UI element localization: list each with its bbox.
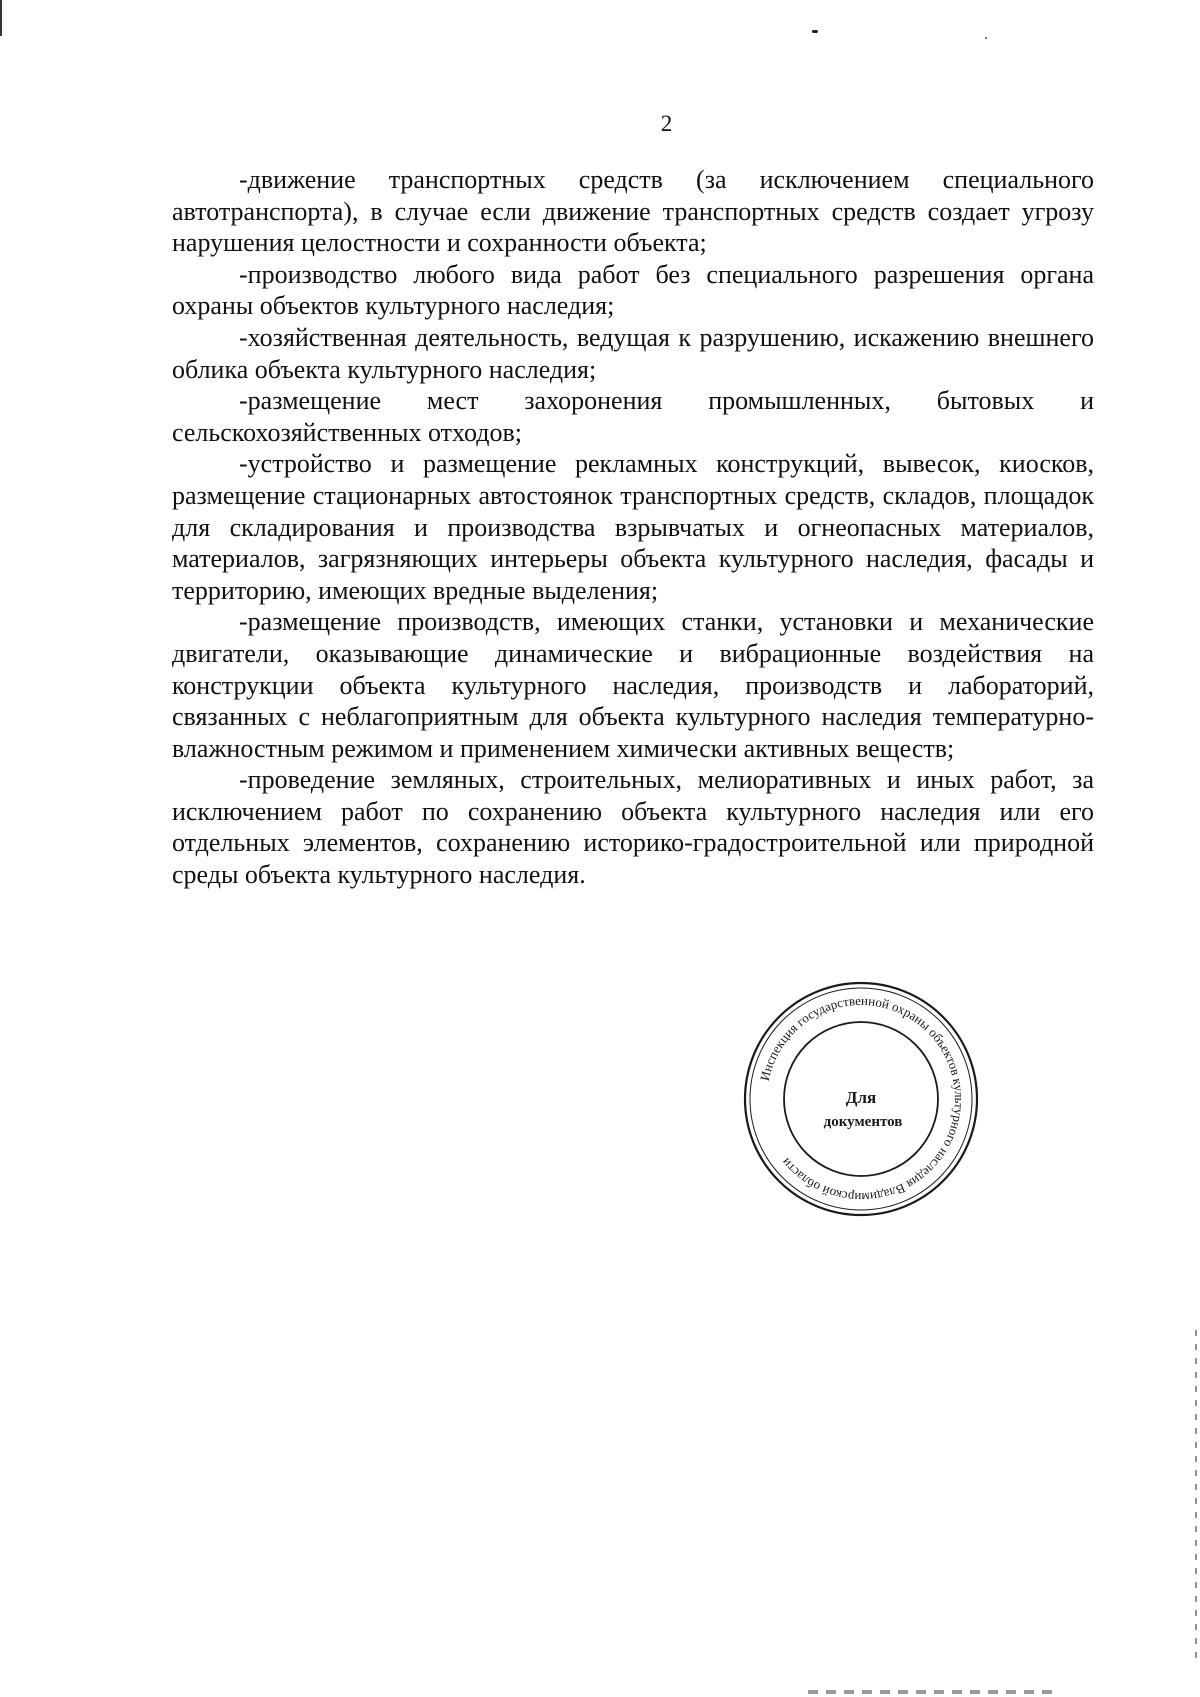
paragraph-earthworks: -проведение земляных, строительных, мелиоративных и иных работ, за исключением работ по сохранению объекта культурного наследия или его отдельных элементов, сохранению историко-градостроительной или природной среды объекта культурного наследия. <box>172 765 1094 890</box>
scan-artifact-right-edge <box>1195 1330 1197 1660</box>
paragraph-economic-activity: -хозяйственная деятельность, ведущая к разрушению, искажению внешнего облика объекта культурного наследия; <box>172 322 1094 384</box>
seal-center-line-1: Для <box>845 1088 877 1107</box>
paragraph-vibrating-production: -размещение производств, имеющих станки, установки и механические двигатели, оказывающие динамические и вибрационные воздействия на конструкции объекта культурного наследия, производств и лабораторий, связанных с неблагоприятным для объекта культурного наследия температурно-влажностным режимом и применением химически активных веществ; <box>172 607 1094 763</box>
scan-artifact-speck <box>985 37 987 39</box>
scan-artifact-left-mark <box>0 0 2 36</box>
seal-center-line-2: документов <box>823 1114 903 1130</box>
paragraph-advertising-structures: -устройство и размещение рекламных конструкций, вывесок, киосков, размещение стационарных автостоянок транспортных средств, складов, площадок для складирования и производства взрывчатых и огнеопасных материалов, материалов, загрязняющих интерьеры объекта культурного наследия, фасады и территорию, имеющих вредные выделения; <box>172 449 1094 605</box>
seal-ring-text: Инспекция государственной охраны объектов культурного наследия Владимирской области <box>756 992 968 1206</box>
paragraph-vehicle-traffic: -движение транспортных средств (за исключением специального автотранспорта), в случае если движение транспортных средств создает угрозу нарушения целостности и сохранности объекта; <box>172 165 1094 258</box>
paragraph-waste-disposal: -размещение мест захоронения промышленных, бытовых и сельскохозяйственных отходов; <box>172 386 1094 447</box>
scan-artifact-bottom-edge <box>808 1690 1058 1694</box>
body-text <box>172 164 1094 891</box>
paragraph-works-without-permit: -производство любого вида работ без специального разрешения органа охраны объектов культурного наследия; <box>172 259 1094 321</box>
page-number: 2 <box>660 111 673 136</box>
scan-artifact-dot <box>812 30 818 33</box>
official-seal-stamp <box>742 980 980 1218</box>
